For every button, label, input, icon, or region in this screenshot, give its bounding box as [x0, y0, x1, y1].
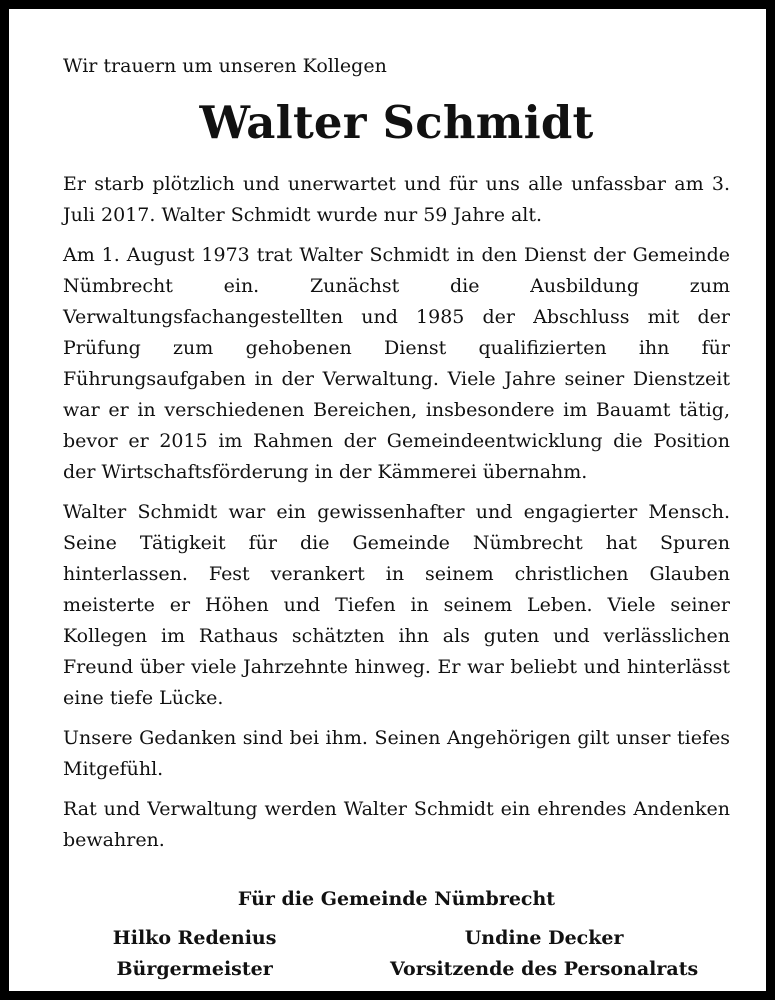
intro-line: Wir trauern um unseren Kollegen [63, 55, 387, 77]
paragraph-character: Walter Schmidt war ein gewissenhafter und engagierter Mensch. Seine Tätigkeit für die Gemeinde Nümbrecht hat Spuren hinterlassen. Fest verankert in seinem christlichen Glauben meisterte er Höhen und Tiefen in seinem Leben. Viele seiner Kollegen im Rathaus schätzten ihn als guten und verlässlichen Freund über viele Jahrzehnte hinweg. Er war beliebt und hinterlässt eine tiefe Lücke. [63, 501, 730, 709]
paragraph-career: Am 1. August 1973 trat Walter Schmidt in den Dienst der Gemeinde Nümbrecht ein. Zunächst die Ausbildung zum Verwaltungsfachangestellten und 1985 der Abschluss mit der Prüfung zum gehobenen Dienst qualifizierten ihn für Führungsaufgaben in der Verwaltung. Viele Jahre seiner Dienstzeit war er in verschiedenen Bereichen, insbesondere im Bauamt tätig, bevor er 2015 im Rahmen der Gemeindeentwicklung die Position der Wirtschaftsförderung in der Kämmerei übernahm. [63, 244, 730, 483]
paragraph-remembrance: Rat und Verwaltung werden Walter Schmidt ein ehrendes Andenken bewahren. [63, 798, 730, 851]
signer-mayor [113, 923, 277, 985]
paragraph-death: Er starb plötzlich und unerwartet und für uns alle unfassbar am 3. Juli 2017. Walter Schmidt wurde nur 59 Jahre alt. [63, 173, 730, 226]
deceased-name: Walter Schmidt [199, 96, 594, 149]
signature-block [63, 923, 730, 985]
signer-role: Bürgermeister [116, 958, 273, 980]
signer-staff-council [390, 923, 698, 985]
signer-name: Hilko Redenius [112, 927, 277, 949]
signature-header: Für die Gemeinde Nümbrecht [237, 888, 556, 910]
paragraph-condolence: Unsere Gedanken sind bei ihm. Seinen Angehörigen gilt unser tiefes Mitgefühl. [63, 727, 730, 780]
obituary-content [63, 53, 730, 985]
signer-name: Undine Decker [464, 927, 624, 949]
signer-role: Vorsitzende des Personalrats [390, 958, 699, 980]
